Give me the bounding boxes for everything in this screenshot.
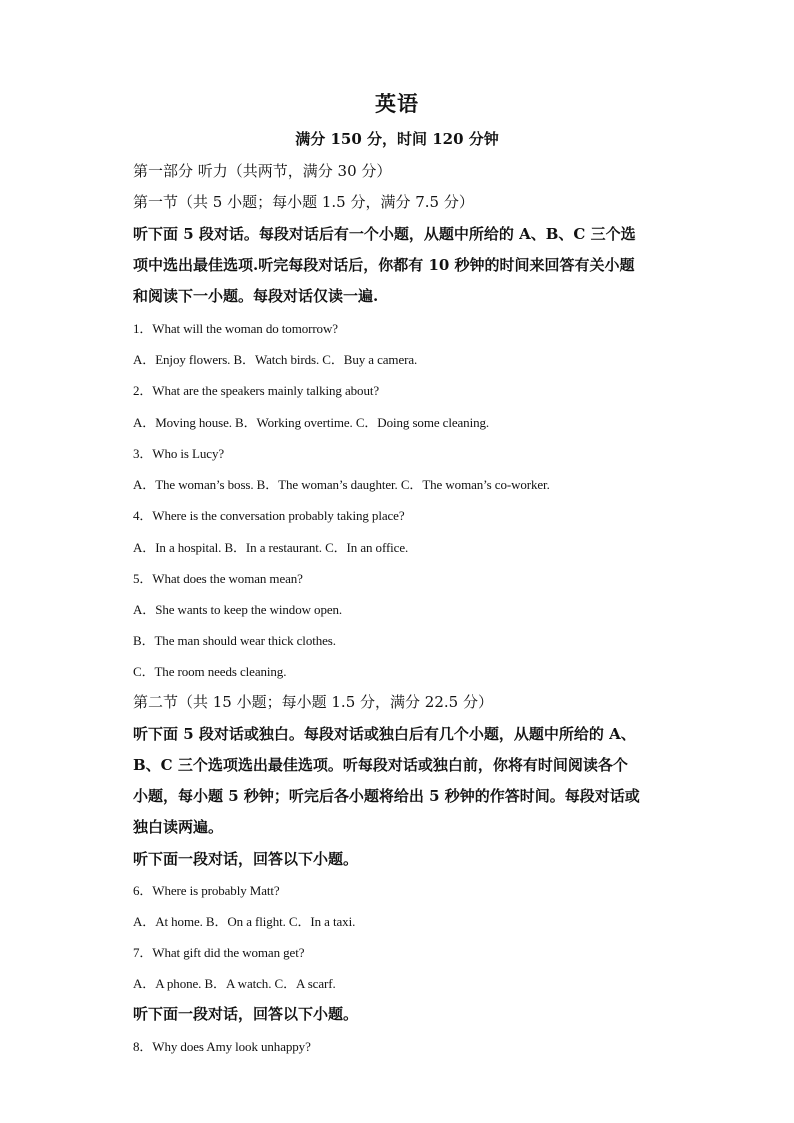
question-7: 7．What gift did the woman get? [133,945,305,960]
question-1-options: A．Enjoy flowers. B．Watch birds. C．Buy a camera. [133,352,418,367]
section2-heading: 第二节（共 15 小题；每小题 1.5 分，满分 22.5 分） [133,693,493,711]
section2-instruction-line: 听下面 5 段对话或独白。每段对话或独白后有几个小题，从题中所给的 A、 [133,725,636,743]
dialogue-note: 听下面一段对话，回答以下小题。 [133,1005,359,1023]
question-6-options: A．At home. B．On a flight. C．In a taxi. [133,914,356,929]
question-5-option-b: B．The man should wear thick clothes. [133,633,336,648]
question-4: 4．Where is the conversation probably taking place? [133,508,405,523]
question-4-options: A．In a hospital. B．In a restaurant. C．In an office. [133,540,409,555]
page-title: 英语 [375,91,419,116]
question-2-options: A．Moving house. B．Working overtime. C．Doing some cleaning. [133,415,490,430]
question-3-options: A．The woman’s boss. B．The woman’s daughter. C．The woman’s co-worker. [133,477,550,492]
dialogue-note: 听下面一段对话，回答以下小题。 [133,850,359,868]
section2-instruction-line: B、C 三个选项选出最佳选项。听每段对话或独白前，你将有时间阅读各个 [133,756,628,774]
question-1: 1．What will the woman do tomorrow? [133,321,338,336]
section1-heading: 第一节（共 5 小题；每小题 1.5 分，满分 7.5 分） [133,193,474,211]
question-5: 5．What does the woman mean? [133,571,303,586]
question-8: 8．Why does Amy look unhappy? [133,1039,311,1054]
section1-instruction-line: 和阅读下一小题。每段对话仅读一遍. [133,287,379,305]
question-6: 6．Where is probably Matt? [133,883,280,898]
question-5-option-c: C．The room needs cleaning. [133,664,287,679]
page-subtitle: 满分 150 分，时间 120 分钟 [295,130,499,148]
part1-heading: 第一部分 听力（共两节，满分 30 分） [133,162,392,180]
section1-instruction-line: 项中选出最佳选项.听完每段对话后，你都有 10 秒钟的时间来回答有关小题 [133,256,635,274]
section1-instruction-line: 听下面 5 段对话。每段对话后有一个小题，从题中所给的 A、B、C 三个选 [133,225,636,243]
section2-instruction-line: 独白读两遍。 [133,818,224,836]
question-7-options: A．A phone. B．A watch. C．A scarf. [133,976,336,991]
question-3: 3．Who is Lucy? [133,446,225,461]
section2-instruction-line: 小题，每小题 5 秒钟；听完后各小题将给出 5 秒钟的作答时间。每段对话或 [133,787,640,805]
question-2: 2．What are the speakers mainly talking about? [133,383,380,398]
question-5-option-a: A．She wants to keep the window open. [133,602,343,617]
